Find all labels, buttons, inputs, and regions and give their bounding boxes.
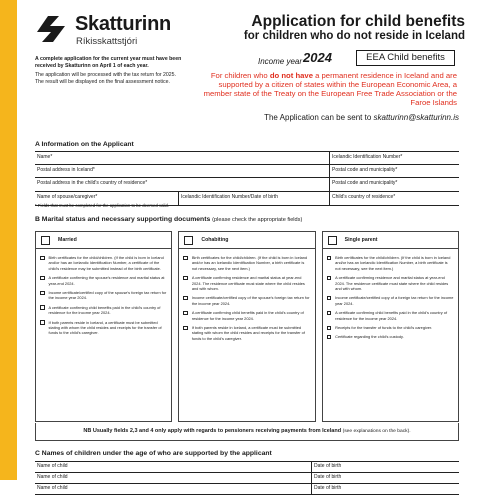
eligibility-notice-bold: do not have	[269, 71, 313, 80]
item-checkbox[interactable]	[327, 326, 332, 331]
item-checkbox[interactable]	[183, 276, 188, 281]
cohabiting-column	[178, 231, 315, 422]
nb-text: NB Usually fields 2,3 and 4 only apply with regards to pensioners receiving payments from Iceland	[83, 428, 342, 434]
form-row	[35, 165, 459, 178]
list-item	[40, 255, 167, 271]
marital-status-columns	[35, 231, 459, 422]
send-instructions	[264, 113, 459, 122]
cohabiting-label: Cohabiting	[201, 237, 229, 243]
child-dob-field[interactable]: Date of birth	[314, 474, 342, 480]
brand-name: Skatturinn	[75, 13, 171, 35]
child-row	[35, 462, 459, 473]
section-b-title: B Marital status and necessary supporting documents	[35, 216, 211, 223]
item-text: Certificate regarding the child's custody.	[335, 334, 404, 340]
section-b-heading	[35, 216, 302, 223]
spouse-name-field[interactable]: Name of spouse/caregiver*	[35, 192, 179, 205]
list-item	[183, 325, 310, 341]
item-text: A certificate confirming residence and marital status at year-end 2024. The residence certificate must state where the child resides and with whom.	[191, 275, 305, 292]
eligibility-notice	[195, 71, 457, 107]
eligibility-notice-pre: For children who	[210, 71, 270, 80]
list-item	[183, 295, 310, 306]
item-checkbox[interactable]	[183, 296, 188, 301]
nb-subnote: (see explanations on the back).	[342, 429, 411, 434]
single-parent-label: Single parent	[344, 237, 378, 243]
item-checkbox[interactable]	[327, 276, 332, 281]
child-row	[35, 473, 459, 484]
list-item	[327, 325, 454, 330]
list-item	[183, 255, 310, 271]
item-text: Income certificate/certified copy of the spouse's foreign tax return for the income year 2024.	[191, 295, 310, 306]
item-text: Income certificate/certified copy of the spouse's foreign tax return for the income year 2024.	[48, 290, 167, 301]
postal-address-child-country-field[interactable]: Postal address in the child's country of residence*	[35, 178, 330, 191]
single-parent-checkbox[interactable]	[328, 236, 337, 245]
list-item	[40, 290, 167, 301]
item-text: If both parents reside in Iceland, a certificate must be submitted stating with whom the child resides and receipts for the transfer of funds to the child's caregiver.	[191, 325, 305, 341]
income-year-label: Income year	[258, 57, 303, 66]
item-text: A certificate confirming child benefits paid in the child's country of residence for the income year 2024.	[48, 304, 161, 316]
deadline-notice	[35, 56, 185, 85]
form-row	[35, 178, 459, 192]
list-item	[327, 295, 454, 306]
child-name-field[interactable]: Name of child	[35, 462, 312, 472]
item-checkbox[interactable]	[327, 256, 332, 261]
child-dob-field[interactable]: Date of birth	[314, 485, 342, 491]
page-title: Application for child benefits	[251, 13, 465, 30]
postal-code-child-country-field[interactable]: Postal code and municipality*	[332, 180, 398, 186]
married-items	[36, 249, 171, 336]
spouse-id-field[interactable]: Icelandic Identification Number/Date of birth	[179, 192, 330, 205]
cohabiting-items	[179, 249, 314, 341]
item-text: A certificate confirming the spouse's residence and marital status at year-end 2024.	[48, 275, 165, 286]
item-text: A certificate confirming child benefits paid in the child's country of residence for the income year 2024.	[335, 310, 448, 321]
list-item	[40, 320, 167, 336]
item-checkbox[interactable]	[40, 291, 45, 296]
section-a-heading: A Information on the Applicant	[35, 141, 134, 148]
item-text: A certificate confirming child benefits paid in the child's country of residence for the income year 2024.	[191, 310, 304, 321]
form-row	[35, 152, 459, 165]
item-text: Income certificate/certified copy of a foreign tax return for the income year 2024.	[335, 295, 454, 306]
section-c-heading: C Names of children under the age of who are supported by the applicant	[35, 450, 272, 457]
married-column	[35, 231, 172, 422]
child-name-field[interactable]: Name of child	[35, 473, 312, 483]
item-text: A certificate confirming residence and marital status at year-end 2024. The residence certificate must state where the child resides and with whom.	[335, 275, 449, 292]
list-item	[40, 305, 167, 316]
deadline-notice-text: The application will be processed with the tax return for 2025. The result will be displayed on the final assessment notice.	[35, 72, 177, 85]
item-checkbox[interactable]	[40, 305, 45, 310]
applicant-form	[35, 151, 459, 206]
list-item	[327, 275, 454, 291]
item-text: Receipts for the transfer of funds to the child's caregiver.	[335, 325, 433, 331]
postal-address-iceland-field[interactable]: Postal address in Iceland*	[35, 165, 330, 177]
send-email[interactable]: skatturinn@skatturinn.is	[373, 113, 459, 122]
postal-code-iceland-field[interactable]: Postal code and municipality*	[332, 167, 398, 173]
single-parent-column	[322, 231, 459, 422]
child-dob-field[interactable]: Date of birth	[314, 463, 342, 469]
list-item	[183, 310, 310, 321]
married-checkbox[interactable]	[41, 236, 50, 245]
item-checkbox[interactable]	[40, 320, 45, 325]
cohabiting-checkbox[interactable]	[184, 236, 193, 245]
list-item	[183, 275, 310, 291]
skatturinn-logo-icon	[35, 12, 69, 46]
item-checkbox[interactable]	[40, 256, 45, 261]
list-item	[327, 310, 454, 321]
page-subtitle: for children who do not reside in Iceland	[243, 30, 465, 42]
single-parent-header	[323, 232, 458, 249]
eea-badge: EEA Child benefits	[356, 50, 455, 66]
child-row	[35, 484, 459, 495]
accent-sidebar	[0, 0, 17, 480]
item-checkbox[interactable]	[327, 311, 332, 316]
item-checkbox[interactable]	[183, 311, 188, 316]
married-header	[36, 232, 171, 249]
single-parent-items	[323, 249, 458, 340]
list-item	[40, 275, 167, 286]
item-checkbox[interactable]	[327, 296, 332, 301]
item-text: Birth certificates for the child/children. (If the child is born in Iceland and/or has an Icelandic Identification Number, a birth certificate is not necessary, see the next item.)	[191, 255, 308, 271]
married-label: Married	[58, 237, 77, 243]
id-number-field[interactable]: Icelandic Identification Number*	[332, 154, 403, 160]
send-text: The Application can be sent to	[264, 113, 374, 122]
list-item	[327, 255, 454, 271]
item-text: If both parents reside in Iceland, a certificate must be submitted stating with whom the child resides and receipts for the transfer of funds to the child's caregiver.	[48, 319, 162, 336]
cohabiting-header	[179, 232, 314, 249]
form-page	[29, 0, 465, 491]
required-fields-note: * Fields that must be completed for the application to be deemed valid.	[35, 203, 169, 208]
brand-subname: Ríkisskattstjóri	[76, 36, 138, 47]
children-form	[35, 461, 459, 495]
child-country-field[interactable]: Child's country of residence*	[332, 194, 396, 200]
eligibility-notice-post: a permanent residence in Iceland and are supported by a citizen of states within the European Economic Area, a member state of the Treaty on the European Free Trade Association or the Faroe Islands	[203, 71, 457, 107]
nb-note	[35, 423, 459, 441]
item-checkbox[interactable]	[183, 256, 188, 261]
child-name-field[interactable]: Name of child	[35, 484, 312, 494]
name-field[interactable]: Name*	[35, 152, 330, 164]
item-checkbox[interactable]	[183, 326, 188, 331]
list-item	[327, 334, 454, 339]
section-b-note: (please check the appropriate fields)	[212, 217, 303, 223]
deadline-notice-bold: A complete application for the current year must have been received by Skatturinn on April 1 of each year.	[35, 56, 182, 69]
income-year-value: 2024	[303, 50, 332, 65]
brand-logo	[35, 12, 185, 48]
item-text: Birth certificates for the child/children. (If the child is born in Iceland and/or has an Icelandic Identification Number, a certificate of the child's residence may be submitted instead of the birth certificate.	[48, 255, 164, 271]
item-checkbox[interactable]	[327, 335, 332, 340]
item-checkbox[interactable]	[40, 276, 45, 281]
item-text: Birth certificates for the child/children. (If the child is born in Iceland and/or has an Icelandic Identification Number, a birth certificate is not necessary, see the next item.)	[335, 255, 451, 271]
